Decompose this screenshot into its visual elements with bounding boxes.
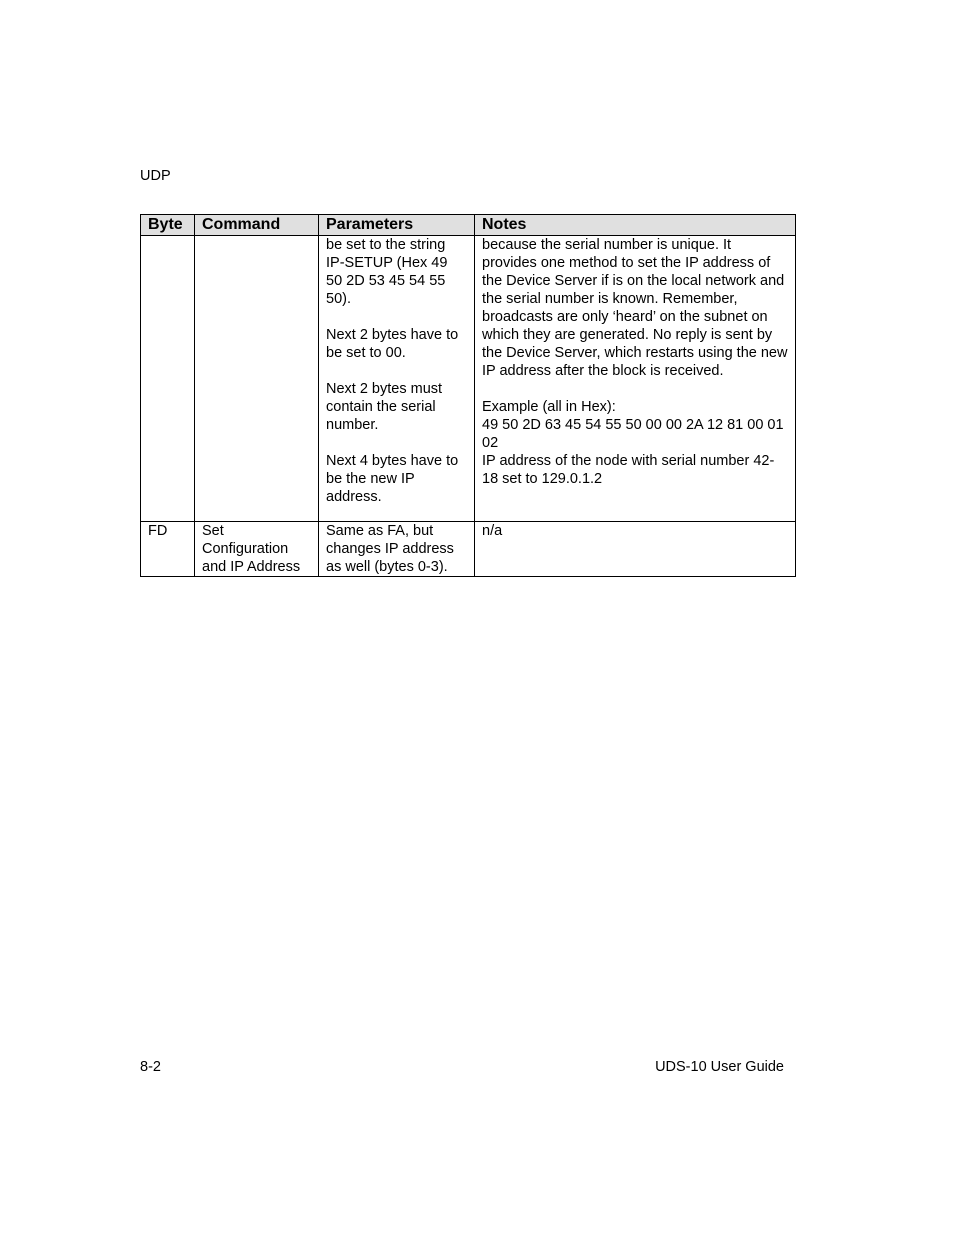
notes-text: n/a xyxy=(482,523,503,539)
page-number: 8-2 xyxy=(140,1059,161,1075)
cell-parameters xyxy=(319,236,475,522)
parameter-text: be set to the string IP-SETUP (Hex 49 50 2D 53 45 54 55 50). xyxy=(326,237,448,307)
command-table xyxy=(140,214,796,577)
notes-example-text: Example (all in Hex): 49 50 2D 63 45 54 55 50 00 00 2A 12 81 00 01 02 IP address of the node with serial number 42-18 set to 129.0.1.2 xyxy=(482,399,784,487)
document-title: UDS-10 User Guide xyxy=(655,1059,784,1075)
parameter-text: Same as FA, but changes IP address as well (bytes 0-3). xyxy=(326,523,454,575)
cell-byte xyxy=(141,236,195,522)
cell-notes xyxy=(475,236,796,522)
table-row xyxy=(141,522,796,577)
parameter-text: Next 2 bytes have to be set to 00. xyxy=(326,327,459,361)
notes-text: because the serial number is unique. It provides one method to set the IP address of the Device Server if is on the local network and the serial number is known. Remember, broadcasts are only ‘heard’ on the subnet on which they are generated. No reply is sent by the Device Server, which restarts using the new IP address after the block is received. xyxy=(482,237,788,379)
header-parameters: Parameters xyxy=(319,215,475,236)
cell-notes xyxy=(475,522,796,577)
header-byte: Byte xyxy=(141,215,195,236)
cell-command: Set Configuration and IP Address xyxy=(195,522,319,577)
cell-command xyxy=(195,236,319,522)
cell-byte: FD xyxy=(141,522,195,577)
table-row xyxy=(141,236,796,522)
parameter-text: Next 4 bytes have to be the new IP address. xyxy=(326,453,459,505)
section-heading: UDP xyxy=(140,168,171,184)
table-header-row xyxy=(141,215,796,236)
parameter-text: Next 2 bytes must contain the serial number. xyxy=(326,381,443,433)
cell-parameters xyxy=(319,522,475,577)
header-command: Command xyxy=(195,215,319,236)
header-notes: Notes xyxy=(475,215,796,236)
